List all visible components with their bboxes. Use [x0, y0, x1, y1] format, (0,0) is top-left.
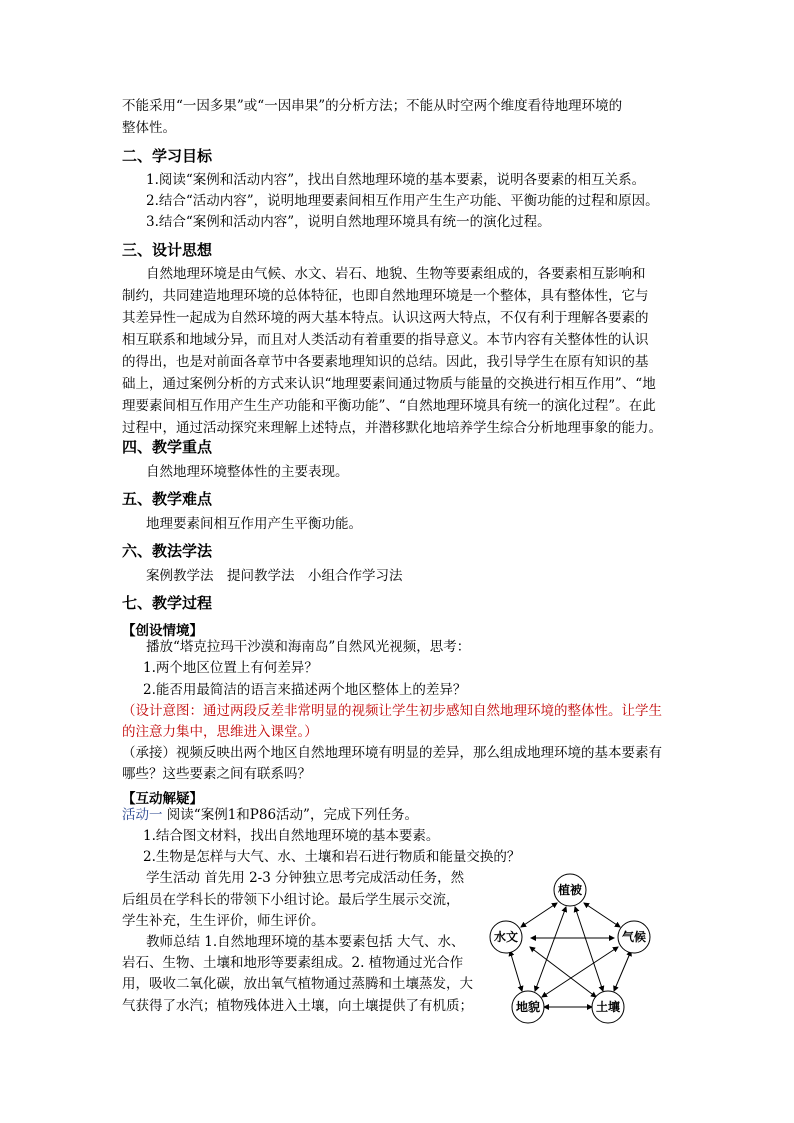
tag-interaction: 【互动解疑】 [122, 791, 203, 807]
design-line-4: 相互联系和地域分异，而且对人类活动有着重要的指导意义。本节内容有关整体性的认识 [122, 332, 649, 348]
design-line-5: 的得出，也是对前面各章节中各要素地理知识的总结。因此，我引导学生在原有知识的基 [122, 354, 649, 370]
activity-1-text: 阅读“案例1和P86活动”，完成下列任务。 [166, 807, 418, 823]
heading-key-point: 四、教学重点 [122, 438, 213, 456]
tag-scenario: 【创设情境】 [122, 623, 203, 639]
design-line-6: 础上，通过案例分析的方式来认识“地理要素间通过物质与能量的交换进行相互作用”、“地 [122, 376, 656, 392]
node-label-soil: 土壤 [595, 1000, 621, 1014]
heading-process: 七、教学过程 [122, 594, 213, 612]
difficulty-text: 地理要素间相互作用产生平衡功能。 [146, 516, 362, 532]
edge-hydrology-landform [510, 951, 522, 991]
node-hydrology [490, 921, 522, 953]
heading-design-idea: 三、设计思想 [122, 241, 213, 259]
node-soil [592, 991, 624, 1023]
student-activity-line-3: 学生补充，生生评价，师生评价。 [122, 913, 325, 929]
design-line-7: 理要素间相互作用产生生产功能和平衡功能”、“自然地理环境具有统一的演化过程”。在此 [122, 398, 656, 414]
node-vegetation [554, 874, 586, 906]
design-line-2: 制约，共同建造地理环境的总体特征，也即自然地理环境是一个整体，具有整体性，它与 [122, 288, 649, 304]
teacher-summary-line-1: 教师总结 1.自然地理环境的基本要素包括 大气、水、 [146, 934, 465, 950]
activity-task-1: 1.结合图文材料，找出自然地理环境的基本要素。 [143, 828, 440, 844]
node-climate [618, 921, 650, 953]
node-label-hydrology: 水文 [493, 930, 519, 944]
goal-3: 3.结合“案例和活动内容”，说明自然地理环境具有统一的演化过程。 [146, 214, 551, 230]
edge-vegetation-soil [575, 907, 603, 991]
design-line-1: 自然地理环境是由气候、水文、岩石、地貌、生物等要素组成的，各要素相互影响和 [146, 266, 646, 282]
node-label-landform: 地貌 [515, 1000, 541, 1014]
edge-vegetation-landform [535, 907, 566, 991]
activity-1-label: 活动一 [122, 807, 163, 823]
teacher-summary-line-3: 用，吸收二氧化碳，放出氧气植物通过蒸腾和土壤蒸发，大 [122, 976, 473, 992]
design-intent-line-2: 的注意力集中，思维进入课堂。） [122, 724, 318, 740]
intro-line-2: 整体性。 [122, 120, 176, 136]
edge-vegetation-hydrology [521, 903, 557, 927]
transition-line-2: 哪些？这些要素之间有联系吗？ [122, 766, 311, 782]
heading-methods: 六、教法学法 [122, 542, 213, 560]
node-label-vegetation: 植被 [557, 883, 583, 897]
goal-2: 2.结合“活动内容”，说明地理要素间相互作用产生生产功能、平衡功能的过程和原因。 [146, 193, 659, 209]
scenario-line-1: 播放“塔克拉玛干沙漠和海南岛”自然风光视频，思考： [146, 639, 471, 655]
edge-vegetation-climate [584, 903, 620, 927]
edge-hydrology-soil [530, 947, 596, 997]
activity-1-line [122, 806, 418, 824]
node-label-climate: 气候 [621, 930, 647, 944]
teacher-summary-line-4: 气获得了水汽；植物残体进入土壤，向土壤提供了有机质； [122, 998, 473, 1014]
edge-climate-soil [614, 951, 631, 991]
geo-elements-diagram [484, 873, 660, 1029]
student-activity-line-2: 后组员在学科长的带领下小组讨论。最后学生展示交流， [122, 892, 460, 908]
activity-task-2: 2.生物是怎样与大气、水、土壤和岩石进行物质和能量交换的？ [143, 849, 521, 865]
intro-line-1: 不能采用“一因多果”或“一因串果”的分析方法；不能从时空两个维度看待地理环境的 [122, 98, 623, 114]
heading-difficulty: 五、教学难点 [122, 490, 213, 508]
scenario-question-1: 1.两个地区位置上有何差异？ [143, 660, 318, 676]
scenario-question-2: 2.能否用最简洁的语言来描述两个地区整体上的差异？ [143, 682, 467, 698]
design-line-3: 其差异性一起成为自然环境的两大基本特点。认识这两大特点，不仅有利于理解各要素的 [122, 310, 649, 326]
goal-1: 1.阅读“案例和活动内容”，找出自然地理环境的基本要素，说明各要素的相互关系。 [146, 172, 646, 188]
key-point-text: 自然地理环境整体性的主要表现。 [146, 464, 349, 480]
node-landform [512, 991, 544, 1023]
student-activity-line-1: 学生活动 首先用 2-3 分钟独立思考完成活动任务，然 [146, 870, 465, 886]
design-intent-line-1: （设计意图：通过两段反差非常明显的视频让学生初步感知自然地理环境的整体性。让学生 [122, 703, 662, 719]
transition-line-1: （承接）视频反映出两个地区自然地理环境有明显的差异，那么组成地理环境的基本要素有 [122, 745, 662, 761]
edge-climate-landform [542, 947, 618, 997]
methods-text: 案例教学法 提问教学法 小组合作学习法 [146, 568, 403, 584]
heading-learning-goals: 二、学习目标 [122, 147, 213, 165]
design-line-8: 过程中，通过活动探究来理解上述特点，并潜移默化地培养学生综合分析地理事象的能力。 [122, 420, 662, 436]
teacher-summary-line-2: 岩石、生物、土壤和地形等要素组成。2. 植物通过光合作 [122, 955, 464, 971]
